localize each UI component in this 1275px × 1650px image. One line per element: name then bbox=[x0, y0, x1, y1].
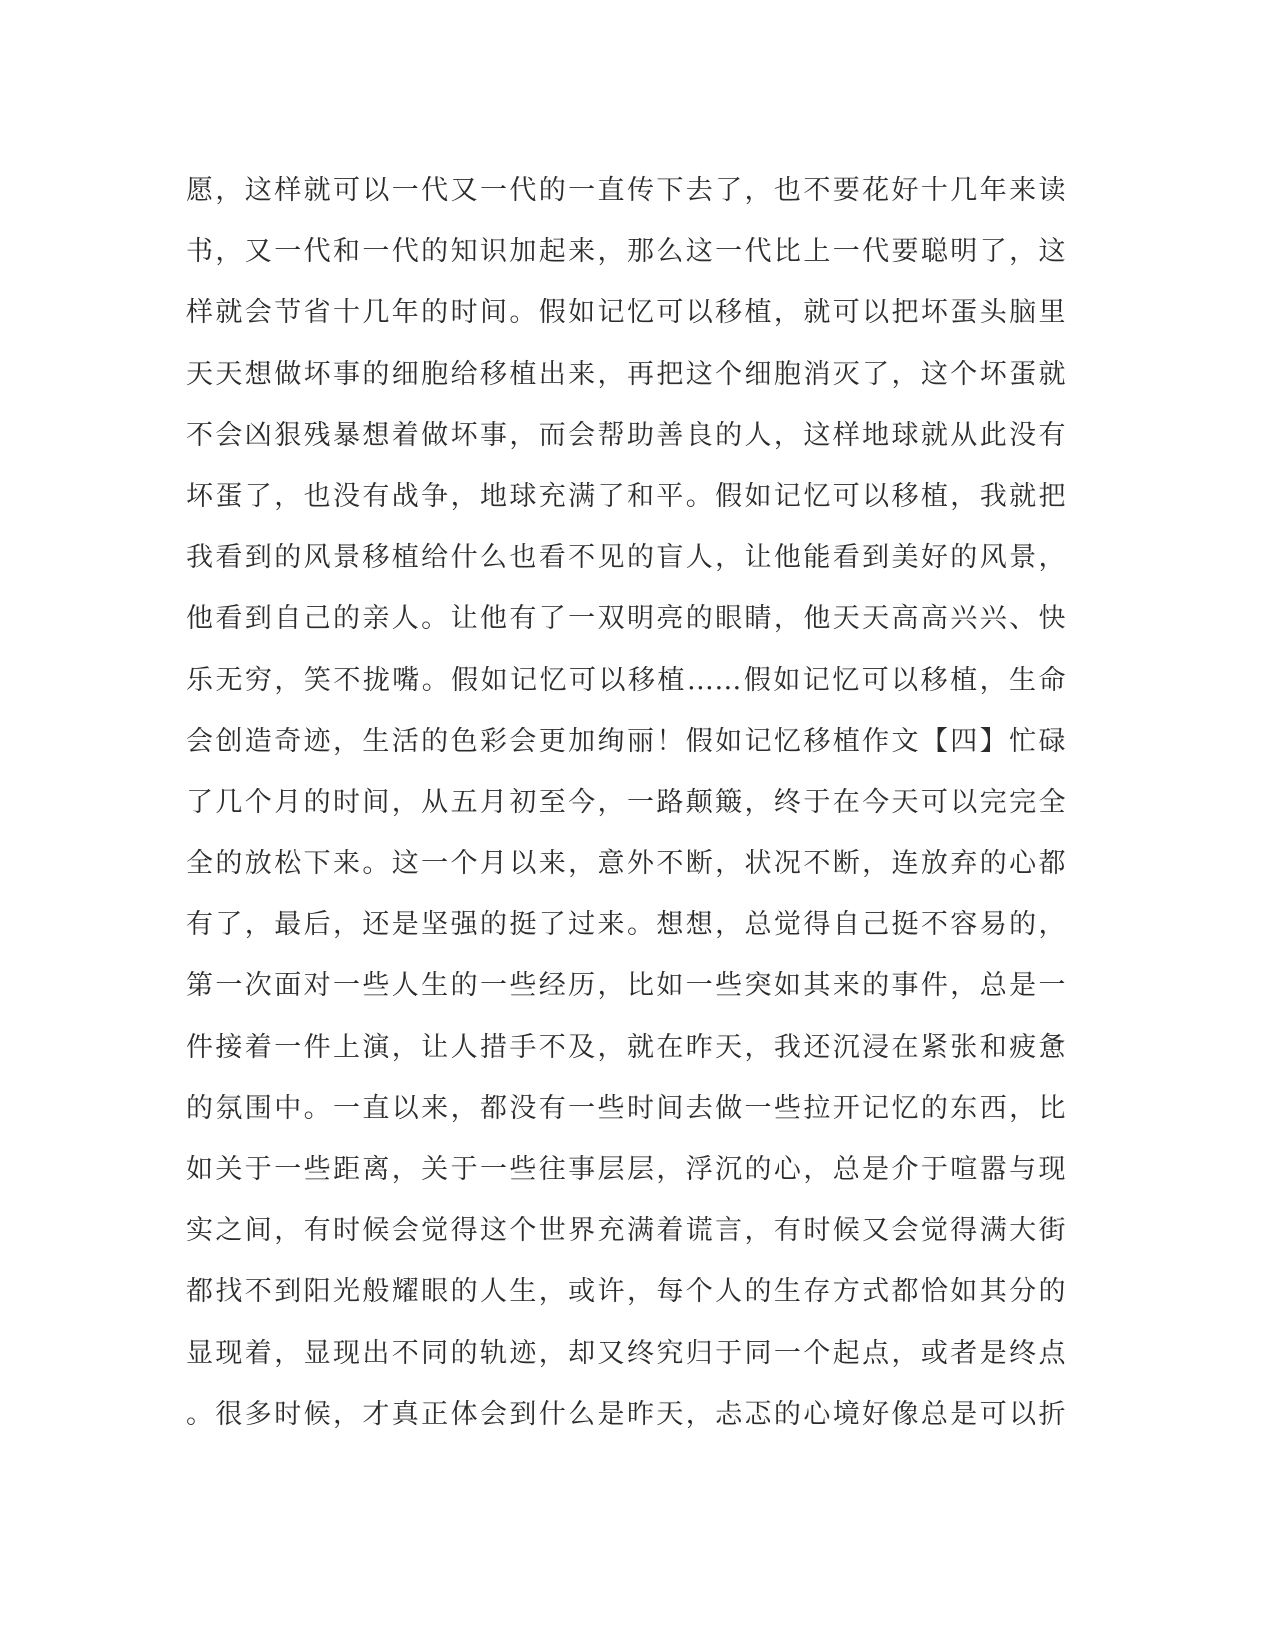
text-line: 我看到的风景移植给什么也看不见的盲人，让他能看到美好的风景， bbox=[186, 542, 1066, 574]
text-line: 显现着，显现出不同的轨迹，却又终究归于同一个起点，或者是终点 bbox=[186, 1337, 1066, 1369]
text-line: 都找不到阳光般耀眼的人生，或许，每个人的生存方式都恰如其分的 bbox=[186, 1276, 1066, 1308]
body-text bbox=[186, 160, 1066, 1445]
text-line: 不会凶狠残暴想着做坏事，而会帮助善良的人，这样地球就从此没有 bbox=[186, 419, 1066, 451]
text-line: 。很多时候，才真正体会到什么是昨天，忐忑的心境好像总是可以折 bbox=[186, 1398, 1066, 1430]
text-line: 书，又一代和一代的知识加起来，那么这一代比上一代要聪明了，这 bbox=[186, 236, 1066, 268]
text-line: 天天想做坏事的细胞给移植出来，再把这个细胞消灭了，这个坏蛋就 bbox=[186, 358, 1066, 390]
text-line: 他看到自己的亲人。让他有了一双明亮的眼睛，他天天高高兴兴、快 bbox=[186, 603, 1066, 635]
text-line: 了几个月的时间，从五月初至今，一路颠簸，终于在今天可以完完全 bbox=[186, 786, 1066, 818]
text-line: 愿，这样就可以一代又一代的一直传下去了，也不要花好十几年来读 bbox=[186, 175, 1066, 206]
text-line: 坏蛋了，也没有战争，地球充满了和平。假如记忆可以移植，我就把 bbox=[186, 480, 1066, 512]
text-line: 实之间，有时候会觉得这个世界充满着谎言，有时候又会觉得满大街 bbox=[186, 1215, 1066, 1247]
text-line: 会创造奇迹，生活的色彩会更加绚丽！假如记忆移植作文【四】忙碌 bbox=[186, 725, 1066, 757]
text-line: 样就会节省十几年的时间。假如记忆可以移植，就可以把坏蛋头脑里 bbox=[186, 297, 1066, 329]
text-line: 第一次面对一些人生的一些经历，比如一些突如其来的事件，总是一 bbox=[186, 970, 1066, 1002]
text-line: 全的放松下来。这一个月以来，意外不断，状况不断，连放弃的心都 bbox=[186, 848, 1066, 880]
text-line: 如关于一些距离，关于一些往事层层，浮沉的心，总是介于喧嚣与现 bbox=[186, 1154, 1066, 1185]
text-line: 件接着一件上演，让人措手不及，就在昨天，我还沉浸在紧张和疲惫 bbox=[186, 1031, 1066, 1063]
text-line: 乐无穷，笑不拢嘴。假如记忆可以移植……假如记忆可以移植，生命 bbox=[186, 664, 1066, 696]
text-line: 有了，最后，还是坚强的挺了过来。想想，总觉得自己挺不容易的， bbox=[186, 909, 1066, 941]
text-line: 的氛围中。一直以来，都没有一些时间去做一些拉开记忆的东西，比 bbox=[186, 1092, 1066, 1124]
